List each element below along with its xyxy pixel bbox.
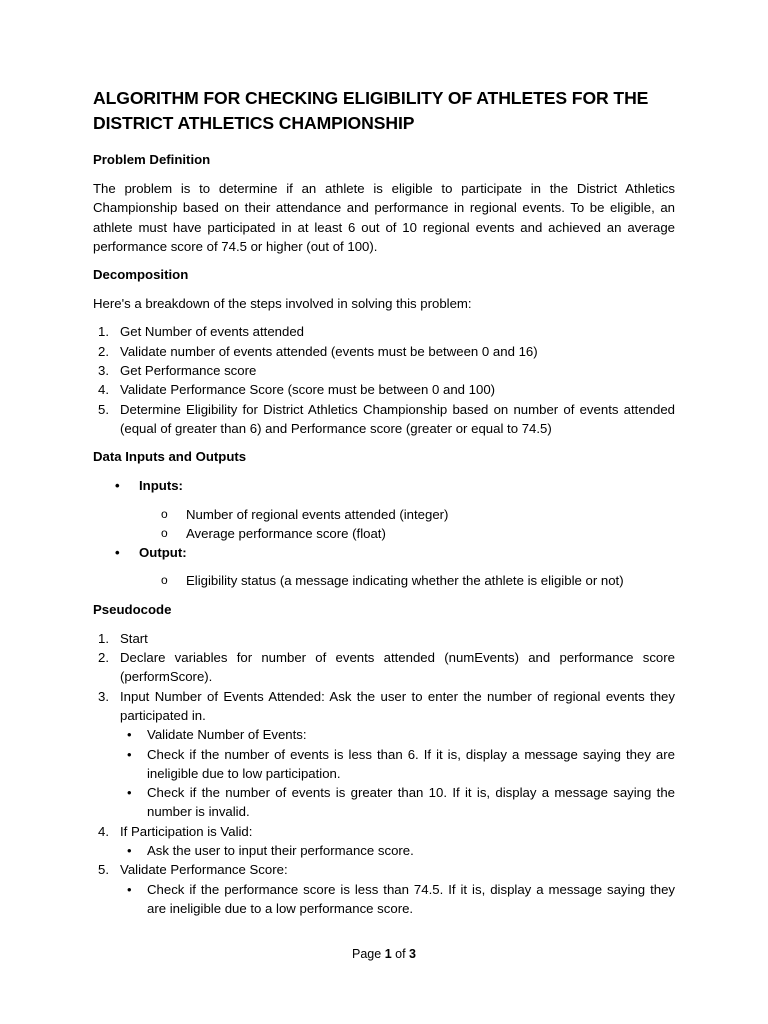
data-io-heading: Data Inputs and Outputs (93, 449, 247, 465)
substep (93, 880, 675, 919)
substep (93, 725, 675, 744)
pseudocode-step (93, 629, 675, 648)
step-text: If Participation is Valid: (120, 823, 253, 839)
step-number: 3. (98, 688, 109, 704)
step-number: 1. (98, 324, 109, 340)
step-text: Determine Eligibility for District Athletics Championship based on number of events attended (equal of greater than 6) and Performance score (greater or equal to 74.5) (120, 401, 675, 436)
step-number: 2. (98, 343, 109, 359)
step-number: 4. (98, 823, 109, 839)
bullet-icon: • (115, 545, 120, 561)
substep-text: Check if the number of events is less than 6. If it is, display a message saying they are ineligible due to low participation. (147, 746, 675, 781)
page-footer (0, 947, 768, 961)
substep (93, 783, 675, 822)
bullet-icon: • (127, 727, 132, 743)
decomposition-step (93, 322, 675, 341)
decomposition-step (93, 361, 675, 380)
inputs-list (93, 505, 675, 544)
bullet-icon: • (127, 785, 132, 801)
input-text: Average performance score (float) (186, 525, 386, 541)
substep-text: Validate Number of Events: (147, 727, 307, 743)
decomposition-steps (93, 322, 675, 438)
decomposition-step (93, 342, 675, 361)
output-text: Eligibility status (a message indicating whether the athlete is eligible or not) (186, 573, 624, 589)
substep-text: Check if the performance score is less than 74.5. If it is, display a message saying they are ineligible due to a low performance score. (147, 881, 675, 916)
step-text: Declare variables for number of events attended (numEvents) and performance score (performScore). (120, 650, 675, 685)
step-number: 5. (98, 862, 109, 878)
pseudocode-steps (93, 629, 675, 918)
input-text: Number of regional events attended (integer) (186, 506, 449, 522)
input-item (93, 524, 675, 543)
step-text: Validate Performance Score: (120, 862, 288, 878)
decomposition-step (93, 400, 675, 439)
decomposition-step (93, 380, 675, 399)
bullet-icon: • (127, 881, 132, 897)
problem-definition-text: The problem is to determine if an athlete is eligible to participate in the District Athletics Championship based on their attendance and performance in regional events. To be eligible, an athlete must have participated in at least 6 out of 10 regional events and achieved an average performance score of 74.5 or higher (out of 100). (93, 181, 675, 254)
substep-text: Check if the number of events is greater than 10. If it is, display a message saying the number is invalid. (147, 785, 675, 820)
bullet-icon: • (127, 843, 132, 859)
decomposition-intro: Here's a breakdown of the steps involved in solving this problem: (93, 296, 472, 312)
step-text: Get Number of events attended (120, 324, 305, 340)
bullet-icon: • (115, 478, 120, 494)
output-item (93, 543, 675, 591)
page-word: Page (352, 947, 382, 961)
pseudocode-step (93, 822, 675, 861)
problem-definition-heading: Problem Definition (93, 152, 211, 167)
outputs-list (93, 571, 675, 590)
pseudocode-substeps (93, 725, 675, 821)
substep (93, 745, 675, 784)
step-text: Start (120, 630, 148, 646)
output-label: Output: (139, 545, 187, 561)
data-io-list (93, 476, 675, 590)
total-pages-number: 3 (409, 947, 416, 961)
pseudocode-substeps (93, 880, 675, 919)
step-number: 5. (98, 401, 109, 417)
step-text: Get Performance score (120, 363, 257, 379)
document-title: ALGORITHM FOR CHECKING ELIGIBILITY OF ATHLETES FOR THE DISTRICT ATHLETICS CHAMPIONSHIP (93, 88, 649, 133)
inputs-item (93, 476, 675, 543)
pseudocode-step (93, 648, 675, 687)
step-text: Validate number of events attended (events must be between 0 and 16) (120, 343, 538, 359)
step-number: 1. (98, 630, 109, 646)
circle-bullet-icon: o (161, 525, 168, 540)
pseudocode-substeps (93, 841, 675, 860)
step-text: Validate Performance Score (score must be between 0 and 100) (120, 382, 496, 398)
step-number: 3. (98, 363, 109, 379)
input-item (93, 505, 675, 524)
pseudocode-step (93, 687, 675, 822)
step-number: 2. (98, 650, 109, 666)
step-number: 4. (98, 382, 109, 398)
circle-bullet-icon: o (161, 506, 168, 521)
substep (93, 841, 675, 860)
output-entry (93, 571, 675, 590)
document-page (93, 86, 675, 927)
pseudocode-step (93, 860, 675, 918)
substep-text: Ask the user to input their performance score. (147, 843, 414, 859)
pseudocode-heading: Pseudocode (93, 601, 172, 617)
decomposition-heading: Decomposition (93, 267, 189, 283)
inputs-label: Inputs: (139, 478, 183, 494)
bullet-icon: • (127, 746, 132, 762)
circle-bullet-icon: o (161, 573, 168, 588)
of-word: of (395, 947, 406, 961)
current-page-number: 1 (384, 947, 392, 961)
step-text: Input Number of Events Attended: Ask the user to enter the number of regional events they participated in. (120, 688, 675, 723)
